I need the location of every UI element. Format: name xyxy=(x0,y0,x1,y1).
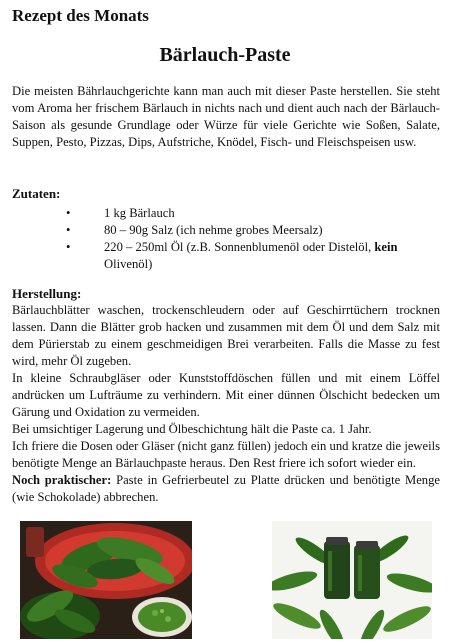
tip-paragraph xyxy=(12,472,440,506)
tip-text: Paste in Gefrierbeutel zu Platte drücken und benötigte Menge (wie Schokolade) abbrechen. xyxy=(12,473,440,504)
ingredient-item: • 80 – 90g Salz (ich nehme grobes Meersalz) xyxy=(66,223,323,237)
preparation-step: Ich friere die Dosen oder Gläser (nicht ganz füllen) jedoch ein und kratze die jeweils benötigte Menge an Bärlauchpaste heraus. Den Rest friere ich sofort wieder ein. xyxy=(12,439,440,470)
section-header: Rezept des Monats xyxy=(12,6,149,25)
preparation-step: In kleine Schraubgläser oder Kunststoffdöschen füllen und mit einem Löffel andrücken um Lufträume zu verhindern. Mit einer dünnen Ölschicht bedecken um Gärung und Oxidation zu vermeiden. xyxy=(12,371,440,419)
ingredients-heading: Zutaten: xyxy=(12,186,61,201)
ingredient-item: • 220 – 250ml Öl (z.B. Sonnenblumenöl oder Distelöl, kein Olivenöl) xyxy=(66,240,398,271)
preparation-heading: Herstellung: xyxy=(12,286,82,301)
ingredients-list xyxy=(62,205,432,273)
photo-leaves-plate xyxy=(20,521,192,639)
preparation-step: Bei umsichtiger Lagerung und Ölbeschichtung hält die Paste ca. 1 Jahr. xyxy=(12,422,372,436)
bullet-icon: • xyxy=(66,206,71,220)
photo-jars-leaves xyxy=(272,521,432,639)
ingredient-item: • 1 kg Bärlauch xyxy=(66,206,175,220)
tip-label: Noch praktischer: xyxy=(12,473,112,487)
recipe-title: Bärlauch-Paste xyxy=(159,44,291,66)
bullet-icon: • xyxy=(66,240,71,254)
preparation-text xyxy=(12,302,440,506)
bullet-icon: • xyxy=(66,223,71,237)
intro-paragraph: Die meisten Bährlauchgerichte kann man auch mit dieser Paste herstellen. Sie steht vom Aroma her frischem Bärlauch in nichts nach und dient auch nach der Bärlauch-Saison als gesunde Grundlage oder Würze für viele Gerichte wie Soßen, Salate, Suppen, Pesto, Pizzas, Dips, Aufstriche, Knödel, Fisch- und Fleischspeisen usw. xyxy=(12,84,440,149)
preparation-step: Bärlauchblätter waschen, trockenschleudern oder auf Geschirrtüchern trocknen lassen. Dann die Blätter grob hacken und zusammen mit dem Öl und dem Salz mit dem Pürierstab zu einem geschmeidigen Brei verarbeiten. Falls die Masse zu fest wird, mehr Öl zugeben. xyxy=(12,303,440,368)
